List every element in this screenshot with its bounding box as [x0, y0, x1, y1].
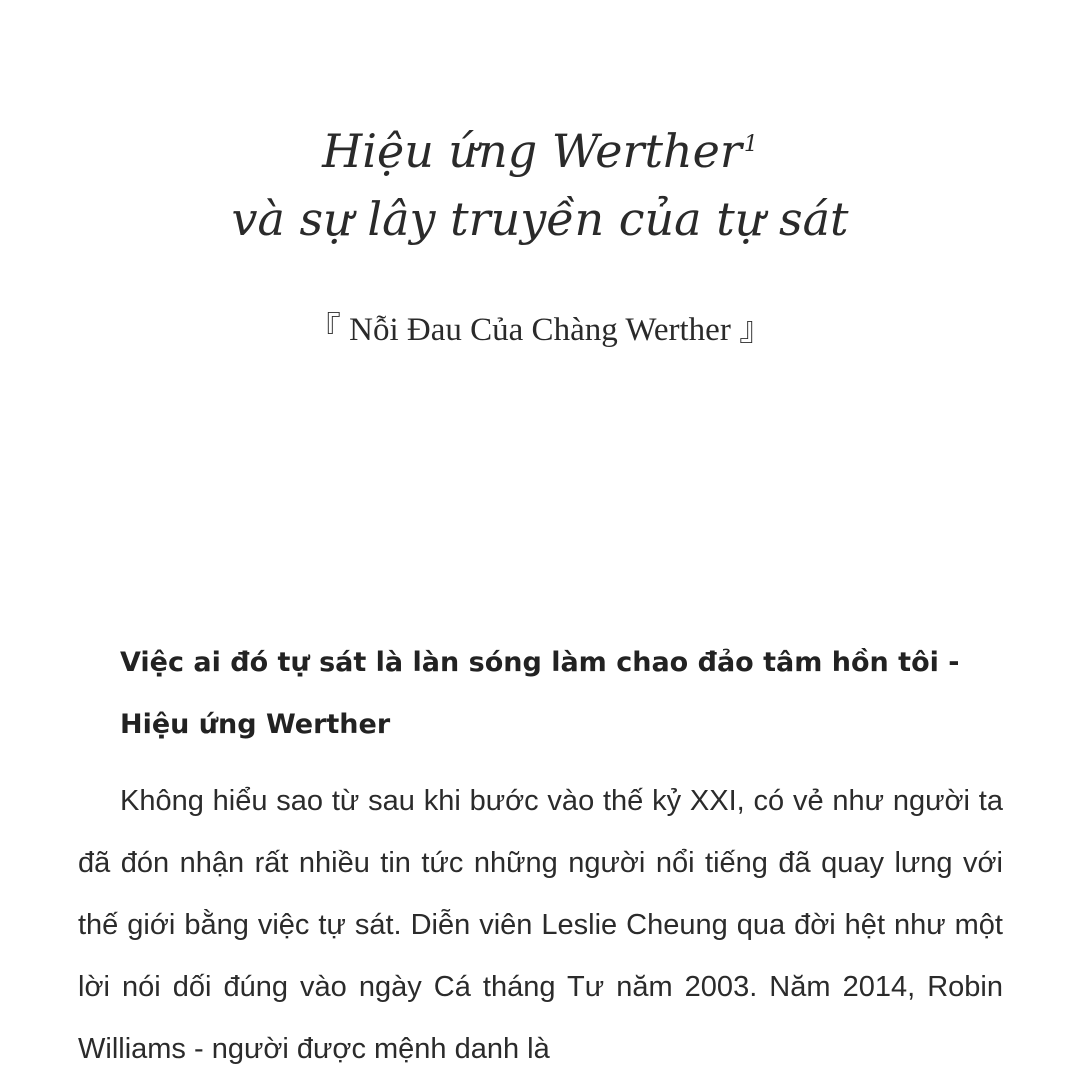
- chapter-title-line-1: [0, 118, 1080, 184]
- footnote-marker[interactable]: 1: [743, 131, 758, 157]
- chapter-subtitle: 『 Nỗi Đau Của Chàng Werther 』: [307, 312, 773, 348]
- chapter-title-line-2: và sự lây truyền của tự sát: [231, 192, 849, 246]
- body-paragraph: Không hiểu sao từ sau khi bước vào thế kỷ XXI, có vẻ như người ta đã đón nhận rất nhiều tin tức những người nổi tiếng đã quay lưng với thế giới bằng việc tự sát. Diễn viên Leslie Cheung qua đời hệt như một lời nói dối đúng vào ngày Cá tháng Tư năm 2003. Năm 2014, Robin Williams - người được mệnh danh là: [78, 785, 1003, 1065]
- chapter-title-text: Hiệu ứng Werther: [322, 124, 742, 178]
- section-heading: Việc ai đó tự sát là làn sóng làm chao đảo tâm hồn tôi - Hiệu ứng Werther: [120, 647, 960, 740]
